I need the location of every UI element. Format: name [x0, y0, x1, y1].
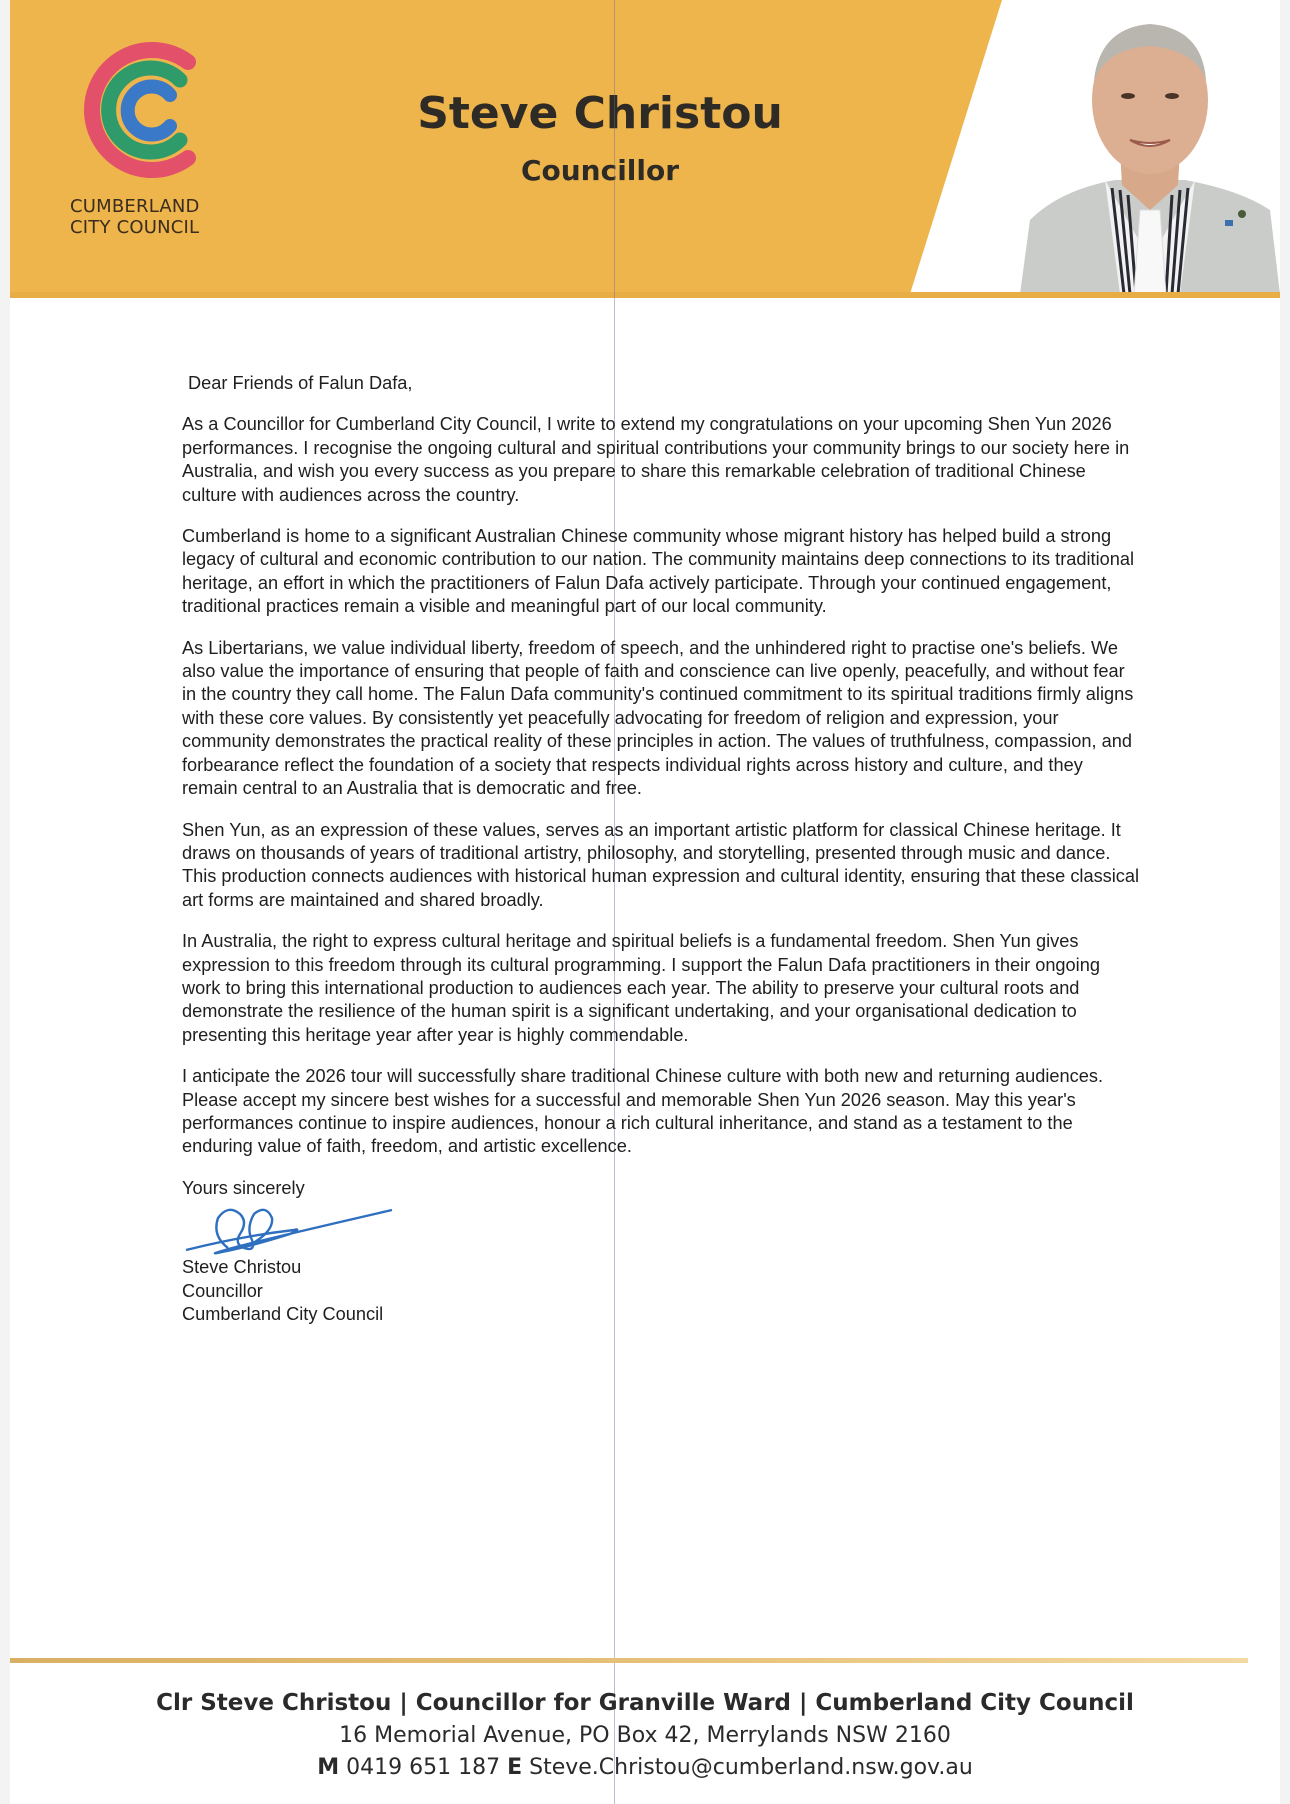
signatory-title: Councillor	[182, 1280, 263, 1301]
organisation-line-2: CITY COUNCIL	[70, 217, 200, 238]
paragraph-5: In Australia, the right to express cultural heritage and spiritual beliefs is a fundamental freedom. Shen Yun gives expression to this freedom through its cultural programming. I support the Falun Dafa practitioners in their ongoing work to bring this international production to audiences each year. The ability to preserve your cultural roots and demonstrate the resilience of the human spirit is a significant undertaking, and your organisational dedication to presenting this heritage year after year is highly commendable.	[182, 931, 1100, 1045]
letterhead-role: Councillor	[520, 154, 680, 187]
letterhead-band	[10, 0, 1280, 298]
cumberland-logo-icon	[70, 40, 220, 180]
salutation: Dear Friends of Falun Dafa,	[188, 373, 413, 393]
letter-page	[10, 0, 1280, 1804]
letterhead-underline	[10, 292, 1280, 298]
organisation-line-1: CUMBERLAND	[70, 196, 200, 217]
email-label: E	[507, 1755, 523, 1780]
mobile-label: M	[317, 1755, 340, 1780]
handwritten-signature-icon	[182, 1200, 412, 1260]
paragraph-2: Cumberland is home to a significant Australian Chinese community whose migrant history has helped build a strong legacy of cultural and economic contribution to our nation. The community maintains deep connections to its traditional heritage, an effort in which the practitioners of Falun Dafa actively participate. Through your continued engagement, traditional practices remain a visible and meaningful part of our local community.	[182, 526, 1135, 617]
signature-block	[182, 1200, 1142, 1256]
footer-address: 16 Memorial Avenue, PO Box 42, Merrylands NSW 2160	[339, 1723, 951, 1748]
councillor-portrait-icon	[1020, 10, 1280, 294]
footer-divider	[10, 1658, 1248, 1663]
footer	[10, 1686, 1280, 1784]
mobile-number[interactable]: 0419 651 187	[346, 1755, 501, 1780]
paragraph-6: I anticipate the 2026 tour will successfully share traditional Chinese culture with both new and returning audiences. Please accept my sincere best wishes for a successful and memorable Shen Yun 2026 season. May this year's performances continue to inspire audiences, honour a rich cultural inheritance, and stand as a testament to the enduring value of faith, freedom, and artistic excellence.	[182, 1066, 1104, 1157]
letterhead-name: Steve Christou	[417, 88, 783, 139]
letter-body	[182, 372, 1142, 1326]
paragraph-1: As a Councillor for Cumberland City Council, I write to extend my congratulations on your upcoming Shen Yun 2026 performances. I recognise the ongoing cultural and spiritual contributions your community brings to our society here in Australia, and wish you every success as you prepare to share this remarkable celebration of traditional Chinese culture with audiences across the country.	[182, 414, 1130, 505]
signatory-organisation: Cumberland City Council	[182, 1304, 384, 1324]
closing: Yours sincerely	[182, 1177, 305, 1198]
email-address[interactable]: Steve.Christou@cumberland.nsw.gov.au	[529, 1755, 973, 1780]
paragraph-4: Shen Yun, as an expression of these values, serves as an important artistic platform for classical Chinese heritage. It draws on thousands of years of traditional artistry, philosophy, and storytelling, presented through music and dance. This production connects audiences with historical human expression and cultural identity, ensuring that these classical art forms are maintained and shared broadly.	[182, 819, 1140, 910]
signatory-name: Steve Christou	[182, 1257, 302, 1278]
paragraph-3: As Libertarians, we value individual liberty, freedom of speech, and the unhindered right to practise one's beliefs. We also value the importance of ensuring that people of faith and conscience can live openly, peacefully, and without fear in the country they call home. The Falun Dafa community's continued commitment to its spiritual traditions firmly aligns with these core values. By consistently yet peacefully advocating for freedom of religion and expression, your community demonstrates the practical reality of these principles in action. The values of truthfulness, compassion, and forbearance reflect the foundation of a society that respects individual rights across history and culture, and they remain central to an Australia that is democratic and free.	[182, 637, 1134, 799]
footer-contact	[10, 1752, 1280, 1784]
footer-title: Clr Steve Christou | Councillor for Granville Ward | Cumberland City Council	[156, 1690, 1134, 1716]
organisation-name	[70, 196, 200, 238]
